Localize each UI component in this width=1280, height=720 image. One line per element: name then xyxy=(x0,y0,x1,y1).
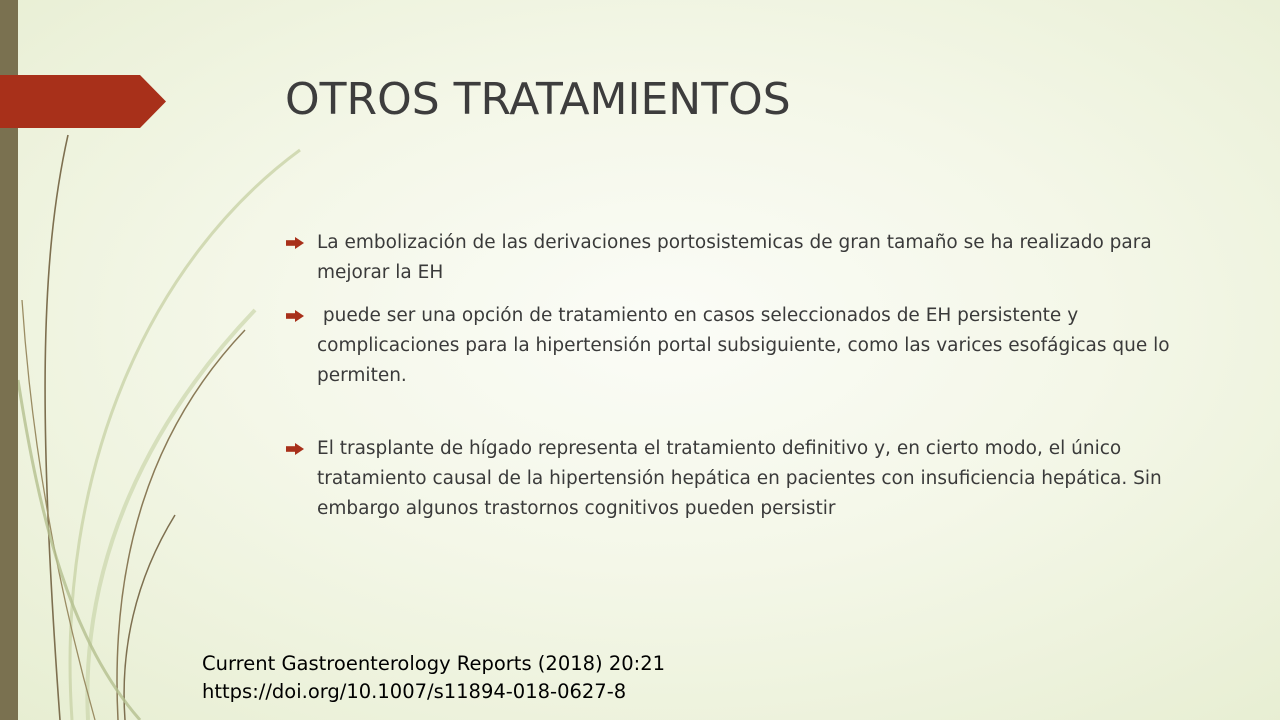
bullet-text: La embolización de las derivaciones portosistemicas de gran tamaño se ha realizado para mejorar la EH xyxy=(317,232,1152,283)
source-doi-link[interactable]: https://doi.org/10.1007/s11894-018-0627-8 xyxy=(202,680,627,703)
source-citation xyxy=(202,650,665,706)
bullet-text: El trasplante de hígado representa el tratamiento definitivo y, en cierto modo, el único tratamiento causal de la hipertensión hepática en pacientes con insuficiencia hepática. Sin embargo algunos trastornos cognitivos pueden persistir xyxy=(317,438,1162,519)
bullet-list xyxy=(286,228,1206,524)
source-journal: Current Gastroenterology Reports (2018) 20:21 xyxy=(202,652,666,675)
decor-curve-1 xyxy=(45,135,68,720)
arrow-right-icon xyxy=(286,310,304,322)
decor-curve-2 xyxy=(70,150,300,720)
bullet-text: puede ser una opción de tratamiento en casos seleccionados de EH persistente y complicaciones para la hipertensión portal subsiguiente, como las varices esofágicas que lo permiten. xyxy=(317,305,1176,386)
bullet-item xyxy=(286,434,1206,524)
slide-title: OTROS TRATAMIENTOS xyxy=(285,74,791,125)
bullet-item xyxy=(286,301,1206,391)
bullet-item xyxy=(286,228,1206,288)
arrow-right-icon xyxy=(286,237,304,249)
arrow-right-icon xyxy=(286,443,304,455)
title-accent-arrow xyxy=(0,75,166,128)
